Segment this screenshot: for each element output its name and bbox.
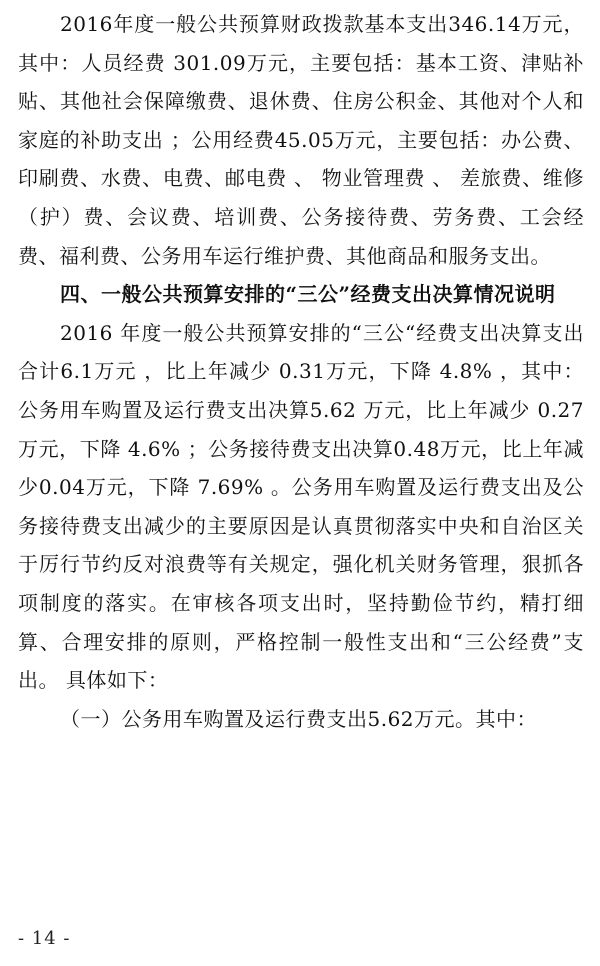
paragraph-vehicle-expenditure: （一）公务用车购置及运行费支出5.62万元。其中： — [60, 706, 538, 731]
paragraph-three-public-summary: 2016 年度一般公共预算安排的“三公“经费支出决算支出合计6.1万元 ，比上年减少 0.31万元，下降 4.8% ，其中：公务用车购置及运行费支出决算5.62 万元，比上年减少 0.27万元，下降 4.6% ；公务接待费支出决算0.48万元，比上年减少0.04万元，下降 7.69% 。公务用车购置及运行费支出及公务接待费支出减少的主要原因是认真贯彻落实中央和自治区关于厉行节约反对浪费等有关规定，强化机关财务管理，狠抓各项制度的落实。在审核各项支出时，坚持勤俭节约，精打细算、合理安排的原则，严格控制一般性支出和“三公经费”支出。 具体如下： — [18, 320, 584, 693]
page-number: - 14 - — [18, 928, 71, 949]
section-heading-three-public: 四、一般公共预算安排的“三公”经费支出决算情况说明 — [60, 282, 556, 307]
document-body — [18, 5, 584, 738]
paragraph-basic-expenditure: 2016年度一般公共预算财政拨款基本支出346.14万元，其中：人员经费 301.09万元，主要包括：基本工资、津贴补贴、其他社会保障缴费、退休费、住房公积金、其他对个人和家庭的补助支出 ；公用经费45.05万元，主要包括：办公费、印刷费、水费、电费、邮电费 、 物业管理费 、 差旅费、维修（护）费、会议费、培训费、公务接待费、劳务费、工会经费、福利费、公务用车运行维护费、其他商品和服务支出。 — [18, 12, 584, 268]
